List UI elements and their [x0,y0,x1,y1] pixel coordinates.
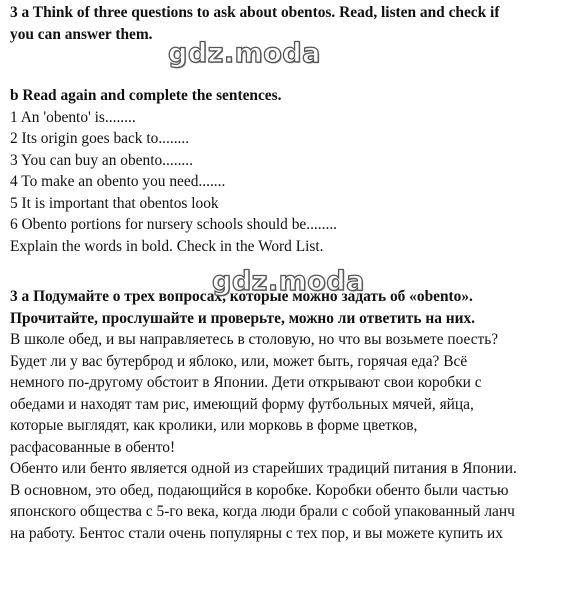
heading-line: Прочитайте, прослушайте и проверьте, можно ли ответить на них. [10,309,476,327]
translation-body [10,329,580,544]
sentence-item: 1 An 'obento' is........ [10,108,136,126]
body-line: которые выглядят, как кролики, или морковь в форме цветков, [10,417,418,434]
heading-line: 3 a Think of three questions to ask about obentos. Read, listen and check if [10,4,500,21]
sentence-item: 2 Its origin goes back to........ [10,130,190,147]
body-line: В основном, это обед, подающийся в коробке. Коробки обенто были частью [10,481,509,499]
body-line: Обенто или бенто является одной из старейших традиций питания в Японии. [10,460,517,477]
sentence-item: 5 It is important that obentos look [10,194,219,212]
body-line: В школе обед, и вы направляетесь в столовую, но что вы возьмете поесть? [10,331,499,348]
explain-instruction: Explain the words in bold. Check in the Word List. [10,237,324,255]
body-line: на работу. Бентос стали очень популярны с тех пор, и вы можете купить их [10,524,503,542]
sentence-item: 3 You can buy an obento........ [10,151,193,169]
body-line: японского общества с 5-го века, когда люди брали с собой упакованный ланч [10,503,515,520]
heading-line: you can answer them. [10,25,153,43]
document-page [10,2,580,544]
body-line: Будет ли у вас бутерброд и яблоко, или, может быть, горячая еда? Всё [10,352,468,370]
sentence-item: 6 Obento portions for nursery schools should be........ [10,216,338,233]
sentence-list [10,107,580,236]
body-line: расфасованные в обенто! [10,438,176,456]
exercise-heading-ru [10,286,580,329]
exercise-heading-en [10,2,580,45]
part-b-heading: b Read again and complete the sentences. [10,87,282,104]
heading-line: 3 а Подумайте о трех вопросах, которые можно задать об «obento». [10,288,473,305]
sentence-item: 4 To make an obento you need....... [10,173,226,190]
watermark-logo: gdz.moda [168,38,321,69]
body-line: немного по-другому обстоит в Японии. Дети открывают свои коробки с [10,374,482,391]
body-line: обедами и находят там рис, имеющий форму футбольных мячей, яйца, [10,395,474,413]
watermark-logo: gdz.moda [212,266,365,297]
